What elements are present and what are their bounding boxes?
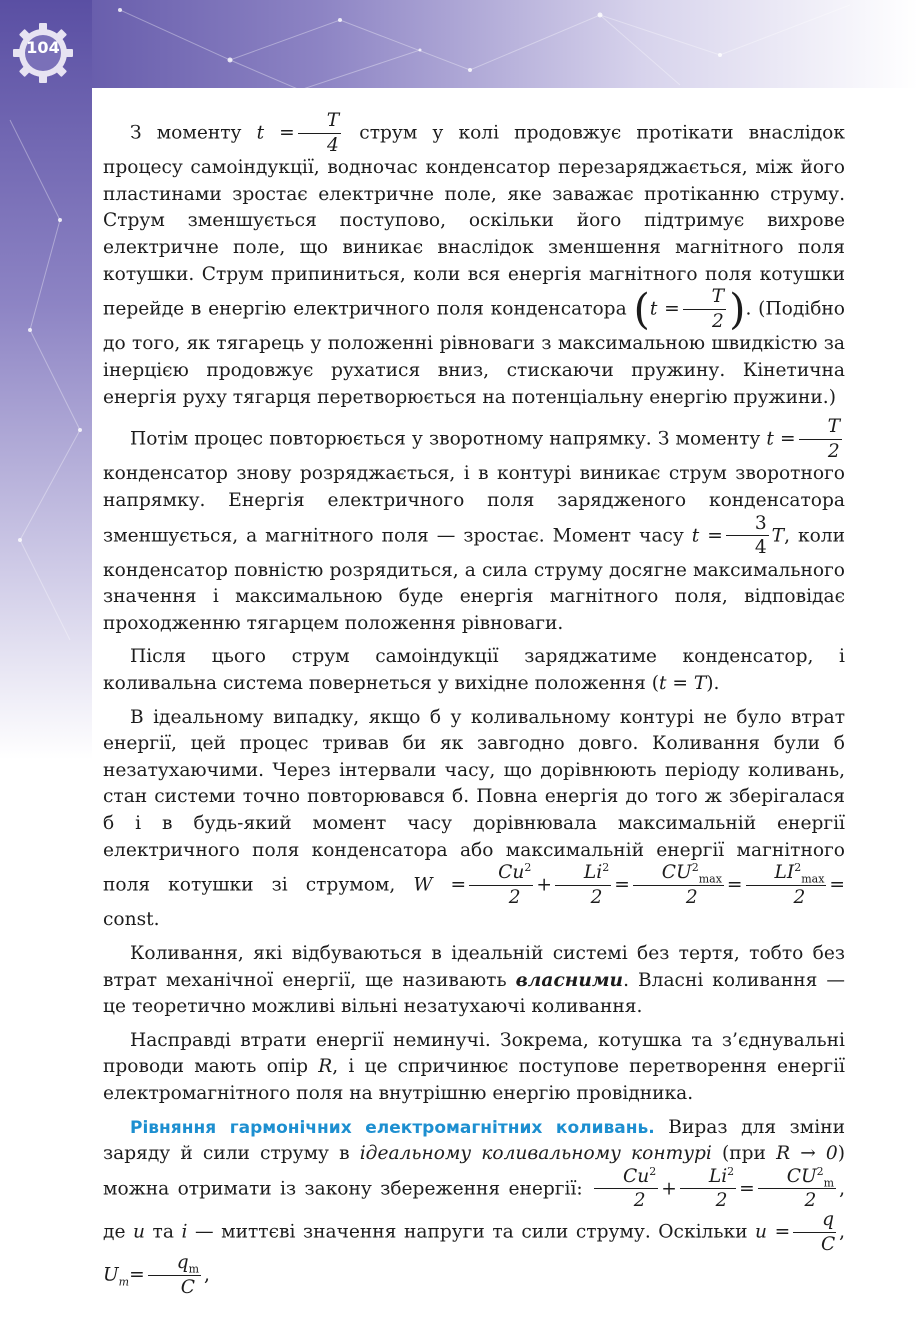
- fraction: $\frac{Li^2}{2}$: [680, 1168, 736, 1211]
- fraction: $\frac{Cu^2}{2}$: [469, 864, 533, 907]
- fraction: $\frac{CU^2_m}{2}$: [758, 1168, 836, 1211]
- paragraph-7: Рівняння гармонічних електромагнітних коливань. Вираз для зміни заряду й сили струму в ідеальному коливальному контурі (при R → 0) можна отримати із закону збереження енергії: $\frac{Cu^2}{2}$ + $\frac{Li^2}{2}$ = $\frac{CU^2_m}{2}$ , де u та i — миттєві значення напруги та сили струму. Оскільки u = $\frac{q}{C}$ , $U_m=$ $\frac{q_m}{C}$ ,: [103, 1116, 846, 1298]
- fraction: $\frac{T}{4}$: [298, 112, 341, 155]
- section-heading: Рівняння гармонічних електромагнітних коливань.: [130, 1117, 655, 1138]
- paragraph-2: Потім процес повторюється у зворотному напрямку. З моменту t = $\frac{T}{2}$ конденсатор знову розряджається, і в контурі виникає струм зворотного напрямку. Енергія електричного поля зарядженого конденсатора зменшується, а магнітного поля — зростає. Момент часу t = $\frac{3}{4}$ T, коли конденсатор повністю розрядиться, а сила струму досягне максимального значення і максимальною буде енергія магнітного поля, відповідає проходженню тягарцем положення рівноваги.: [103, 416, 846, 634]
- fraction: $\frac{q}{C}$: [793, 1211, 836, 1254]
- fraction: $\frac{Li^2}{2}$: [555, 864, 611, 907]
- paragraph-4: В ідеальному випадку, якщо б у коливальному контурі не було втрат енергії, цей процес тривав би як завгодно довго. Коливання були б незатухаючими. Через інтервали часу, що дорівнюють періоду коливань, стан системи точно повторювався б. Повна енергія до того ж зберігалася б і в будь-який момент часу дорівнювала максимальній енергії електричного поля конденсатора або максимальній енергії магнітного поля котушки зі струмом, W = $\frac{Cu^2}{2}$ + $\frac{Li^2}{2}$ = $CU^2_{max}$ 2 = $LI^2_{max}$ 2 = const.: [103, 706, 845, 931]
- text-content: [103, 112, 845, 1304]
- header-background: [0, 0, 918, 95]
- paragraph-1: З моменту t = $\frac{T}{4}$ струм у колі продовжує протікати внаслідок процесу самоіндукції, водночас конденсатор перезаряджається, між його пластинами зростає електричне поле, яке заважає протіканню струму. Струм зменшується поступово, оскільки його підтримує вихрове електричне поле, що виникає внаслідок зменшення магнітного поля котушки. Струм припиниться, коли вся енергія магнітного поля котушки перейде в енергію електричного поля конденсатора (t = $\frac{T}{2}$ ). (Подібно до того, як тягарець у положенні рівноваги з максимальною швидкістю за інерцією продовжує рухатися вниз, стискаючи пружину. Кінетична енергія руху тягарця перетворюється на потенціальну енергію пружини.): [103, 110, 845, 408]
- page-number: 104: [26, 38, 60, 57]
- fraction: $\frac{T}{2}$: [683, 288, 726, 331]
- paragraph-5: Коливання, які відбуваються в ідеальній системі без тертя, тобто без втрат механічної енергії, ще називають власними. Власні коливання — це теоретично можливі вільні незатухаючі коливання.: [103, 943, 846, 1018]
- sidebar-background: [0, 0, 92, 760]
- fraction: $\frac{3}{4}$: [726, 515, 769, 558]
- fraction: $\frac{Cu^2}{2}$: [594, 1168, 658, 1211]
- constellation-decoration: [0, 0, 918, 95]
- fraction: $\frac{T}{2}$: [799, 418, 842, 461]
- fraction: $\frac{q_m}{C}$: [148, 1254, 201, 1297]
- paragraph-6: Насправді втрати енергії неминучі. Зокрема, котушка та з’єднувальні проводи мають опір R, і це спричинює поступове перетворення енергії електромагнітного поля на внутрішню енергію провідника.: [103, 1029, 845, 1104]
- fraction: $CU^2_{max}$ 2: [633, 864, 724, 907]
- constellation-decoration-left: [0, 0, 92, 760]
- fraction: $LI^2_{max}$ 2: [746, 864, 827, 907]
- paragraph-3: Після цього струм самоіндукції заряджатиме конденсатор, і коливальна система повернеться у вихідне положення (t = T).: [103, 646, 845, 695]
